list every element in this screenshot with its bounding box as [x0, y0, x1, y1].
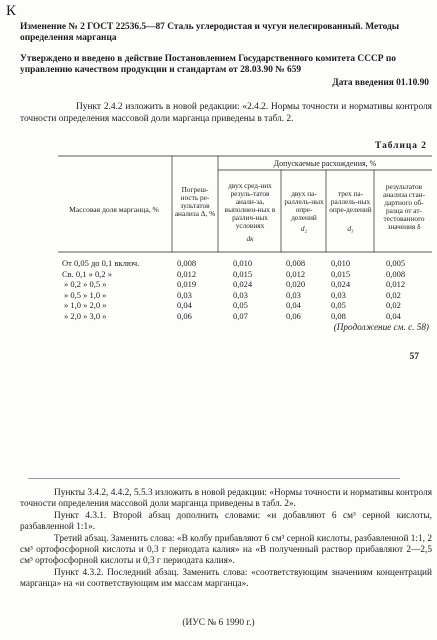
- table-column-error: [177, 258, 196, 322]
- table-cell: » 2,0 » 3,0 »: [64, 310, 107, 321]
- table-group-header: Допускаемые расхождения, %: [273, 159, 377, 168]
- table-column-d2: [286, 258, 305, 322]
- col-d3: трех па-раллель-ных опре-делений: [329, 189, 372, 214]
- col-dk-symbol: dк: [246, 234, 254, 243]
- table-cell: » 0,2 » 0,5 »: [64, 279, 107, 290]
- paragraph-4-3-1: Пункт 4.3.1. Второй абзац дополнить словами: «и добавляют 6 см³ серной кислоты, разбавленной 1:1».: [20, 510, 432, 533]
- table-cell: 0,024: [331, 279, 351, 290]
- table-cell: 0,04: [386, 310, 401, 321]
- table-caption: Таблица 2: [375, 141, 427, 151]
- col-d2-symbol: d₂: [300, 224, 308, 233]
- table-cell: 0,012: [286, 268, 306, 279]
- table-cell: » 0,5 » 1,0 »: [64, 289, 107, 300]
- table-cell: Св. 0,1 » 0,2 »: [62, 268, 113, 279]
- table-cell: 0,03: [177, 289, 192, 300]
- table-cell: 0,012: [386, 279, 406, 290]
- continued-note: (Продолжение см. с. 58): [333, 322, 429, 332]
- table-cell: 0,03: [233, 289, 248, 300]
- lower-text-block: [20, 488, 432, 591]
- table-cell: » 1,0 » 2,0 »: [64, 300, 107, 311]
- paragraph-4-3-2: Пункт 4.3.2. Последний абзац. Заменить слова: «соответствующим значениям концентраций марганца» на «и соответствующим им массам марганца».: [20, 567, 432, 590]
- table-cell: От 0,05 до 0,1 включ.: [62, 258, 140, 268]
- table-cell: 0,02: [386, 289, 401, 300]
- table-column-dk: [233, 258, 252, 322]
- table-cell: 0,015: [233, 268, 253, 279]
- table-cell: 0,010: [233, 258, 253, 268]
- table-cell: 0,008: [386, 268, 406, 279]
- table-cell: 0,012: [177, 268, 197, 279]
- effective-date: Дата введения 01.10.90: [332, 78, 429, 88]
- table-cell: 0,019: [177, 279, 197, 290]
- table-cell: 0,05: [233, 300, 248, 311]
- table-cell: 0,008: [177, 258, 197, 268]
- amendment-title: Изменение № 2 ГОСТ 22536.5—87 Сталь углеродистая и чугун нелегированный. Методы определения марганца: [20, 22, 400, 43]
- col-dk: двух сред-них резуль-татов анали-за, выполнен-ных в различ-ных условиях: [224, 181, 276, 230]
- table-cell: 0,005: [386, 258, 406, 268]
- table-cell: 0,015: [331, 268, 351, 279]
- table-cell: 0,024: [233, 279, 253, 290]
- paragraph-third-abzac: Третий абзац. Заменить слова: «В колбу прибавляют 6 см³ серной кислоты, разбавленной 1:1, 2 см³ ортофосфорной кислоты и 0,3 г периодата калия» на «В полученный раствор прибавляют 2—2,5 см³ ортофосфорной кислоты и 0,3 г периодата калия».: [20, 533, 432, 567]
- table-column-range: [62, 258, 139, 322]
- page-number: 57: [409, 352, 419, 362]
- table-cell: 0,03: [331, 289, 346, 300]
- table-cell: 0,04: [286, 300, 301, 311]
- col-delta: результатов анализа стан-дартного об-разца от ат-тестованного значения δ: [382, 182, 426, 231]
- paragraph-2-4-2: Пункт 2.4.2 изложить в новой редакции: «2.4.2. Нормы точности и нормативы контроля точности определения массовой доли марганца приведены в табл. 2.: [20, 102, 432, 124]
- table-cell: 0,06: [177, 310, 192, 321]
- col-d2: двух па-раллель-ных опре-делений: [284, 189, 324, 222]
- table-cell: 0,07: [233, 310, 248, 321]
- col-mass-fraction: Массовая доля марганца, %: [69, 205, 159, 214]
- table-cell: 0,08: [331, 310, 346, 321]
- col-d3-symbol: d₃: [347, 224, 354, 233]
- table-column-delta: [386, 258, 405, 322]
- col-analysis-error: Погреш-ность ре-зультатов анализа Δ, %: [174, 185, 216, 218]
- table-cell: 0,010: [331, 258, 351, 268]
- table-cell: 0,04: [177, 300, 192, 311]
- footer-ius: (ИУС № 6 1990 г.): [182, 618, 255, 628]
- table-cell: 0,008: [286, 258, 306, 268]
- table-column-d3: [331, 258, 350, 322]
- table-cell: 0,020: [286, 279, 306, 290]
- paragraph-3-4-2: Пункты 3.4.2, 4.4.2, 5.5.3 изложить в новой редакции: «Нормы точности и нормативы контроля точности определения массовой доли марганца приведены в табл. 2».: [20, 488, 432, 510]
- approval-note: Утверждено и введено в действие Постановлением Государственного комитета СССР по управлению качеством продукции и стандартам от 28.03.90 № 659: [20, 54, 396, 75]
- table-cell: 0,03: [286, 289, 301, 300]
- table-cell: 0,02: [386, 300, 401, 311]
- table-cell: 0,05: [331, 300, 346, 311]
- section-separator: [28, 478, 400, 479]
- page-mark: К: [6, 3, 17, 19]
- table-cell: 0,06: [286, 310, 301, 321]
